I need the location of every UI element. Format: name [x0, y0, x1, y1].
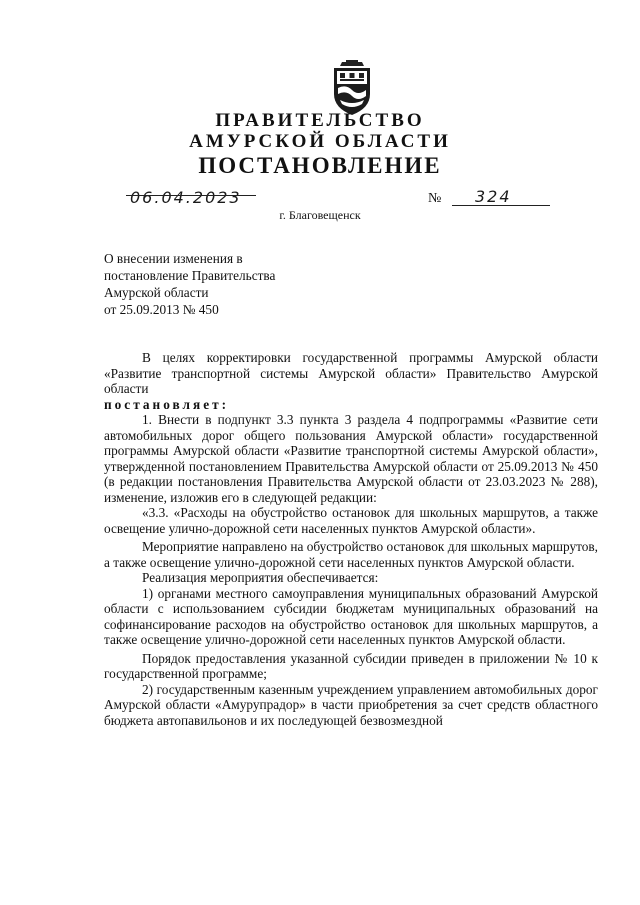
subject-line: Амурской области [104, 285, 209, 300]
number-label: № [428, 191, 442, 206]
subject-line: О внесении изменения в [104, 251, 243, 266]
intro-paragraph: В целях корректировки государственной программы Амурской области «Развитие транспортной системы Амурской области» Правительство Амурской области [104, 350, 598, 396]
subject-line: постановление Правительства [104, 268, 276, 283]
paragraph-1: 1. Внести в подпункт 3.3 пункта 3 раздела 4 подпрограммы «Развитие сети автомобильных дорог общего пользования Амурской области» государственной программы Амурской области «Развитие транспортной системы Амурской области», утвержденной постановлением Правительства Амурской области от 25.09.2013 № 450 (в редакции постановления Правительства Амурской области от 23.03.2023 № 288), изменение, изложив его в следующей редакции: [104, 412, 598, 505]
number-underline [452, 205, 550, 206]
paragraph-subsidy-order: Порядок предоставления указанной субсидии приведен в приложении № 10 к государственной программе; [104, 650, 598, 681]
document-kind-title: ПОСТАНОВЛЕНИЕ [198, 153, 442, 178]
paragraph-item-2: 2) государственным казенным учреждением управлением автомобильных дорог Амурской области «Амурупрадор» в части приобретения за счет средств областного бюджета автопавильонов и их последующей безвозмездной [104, 681, 598, 728]
date-underline [126, 195, 256, 196]
government-title: ПРАВИТЕЛЬСТВО [215, 110, 425, 131]
document-date: 06.04.2023 [130, 188, 242, 207]
document-body [104, 350, 598, 728]
document-number: 324 [475, 187, 512, 206]
coat-of-arms-emblem-icon [328, 60, 376, 116]
document-subject [104, 250, 275, 318]
decree-word: постановляет: [104, 396, 230, 412]
paragraph-quoted-item: «3.3. «Расходы на обустройство остановок для школьных маршрутов, а также освещение улично-дорожной сети населенных пунктов Амурской области». [104, 505, 598, 536]
region-title: АМУРСКОЙ ОБЛАСТИ [189, 131, 451, 152]
paragraph-purpose: Мероприятие направлено на обустройство остановок для школьных маршрутов, а также освещение улично-дорожной сети населенных пунктов Амурской области. [104, 539, 598, 570]
paragraph-implementation: Реализация мероприятия обеспечивается: [142, 570, 379, 585]
city-name: г. Благовещенск [279, 208, 361, 222]
paragraph-item-1: 1) органами местного самоуправления муниципальных образований Амурской области с использованием субсидии бюджетам муниципальных образований на софинансирование расходов на обустройство остановок для школьных маршрутов, а также освещение улично-дорожной сети населенных пунктов Амурской области. [104, 585, 598, 647]
subject-line: от 25.09.2013 № 450 [104, 302, 219, 317]
